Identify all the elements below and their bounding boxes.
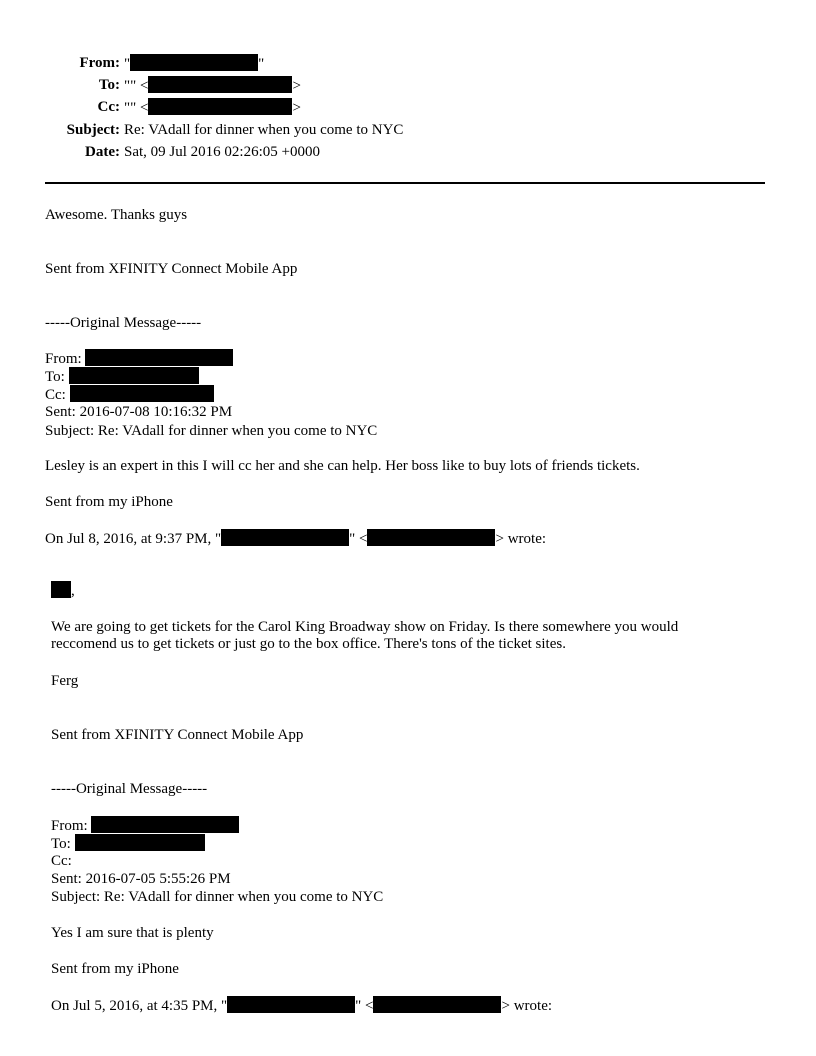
wrote-prefix: On Jul 8, 2016, at 9:37 PM, " [45,531,222,547]
orig2-from [51,816,239,835]
orig2-sent: Sent: 2016-07-05 5:55:26 PM [51,871,231,887]
orig2-signature: Sent from my iPhone [51,961,179,977]
orig2-to [51,834,205,853]
orig2-to-label: To: [51,836,71,852]
date-label: Date: [85,144,120,160]
redaction-block [130,54,258,71]
redaction-block [51,581,71,598]
redaction-block [148,76,292,93]
wrote-suffix: > wrote: [495,531,547,547]
redaction-block [221,529,349,546]
quoted-salutation [51,581,75,600]
quoted-body-line2: reccomend us to get tickets or just go to the box office. There's tons of the ticket sites. [51,636,566,652]
wrote-prefix: On Jul 5, 2016, at 4:35 PM, " [51,998,228,1014]
orig1-to [45,367,199,386]
to-label: To: [98,77,120,93]
quoted-body-line1: We are going to get tickets for the Carol King Broadway show on Friday. Is there somewhere you would [51,619,679,635]
quoted-name: Ferg [51,673,79,689]
orig2-body: Yes I am sure that is plenty [51,925,214,941]
redaction-block [373,996,501,1013]
redaction-block [227,996,355,1013]
cc-value: "" < > [124,100,301,116]
original-message-separator: -----Original Message----- [45,315,202,331]
original-message-separator: -----Original Message----- [51,781,208,797]
quoted-signature: Sent from XFINITY Connect Mobile App [51,727,304,743]
redaction-block [69,367,199,384]
date-value: Sat, 09 Jul 2016 02:26:05 +0000 [124,144,320,160]
redaction-block [85,349,233,366]
redaction-block [70,385,214,402]
orig1-from [45,349,233,368]
orig1-from-label: From: [45,351,82,367]
wrote-suffix: > wrote: [501,998,553,1014]
orig2-cc: Cc: [51,853,72,869]
reply-signature: Sent from XFINITY Connect Mobile App [45,261,298,277]
orig1-body: Lesley is an expert in this I will cc her and she can help. Her boss like to buy lots of friends tickets. [45,458,640,474]
orig2-wrote-line: On Jul 5, 2016, at 4:35 PM, " " < > wrote: [51,998,553,1014]
orig1-cc [45,385,214,404]
subject-value: Re: VAdall for dinner when you come to NYC [124,122,404,138]
cc-label: Cc: [97,99,120,115]
reply-body: Awesome. Thanks guys [45,207,188,223]
orig1-sent: Sent: 2016-07-08 10:16:32 PM [45,404,233,420]
header-divider [45,182,765,184]
orig1-wrote-line: On Jul 8, 2016, at 9:37 PM, " " < > wrote: [45,531,547,547]
from-value: " " [124,56,265,72]
orig2-subject: Subject: Re: VAdall for dinner when you come to NYC [51,889,384,905]
orig1-subject: Subject: Re: VAdall for dinner when you come to NYC [45,423,378,439]
to-value: "" < > [124,78,301,94]
orig2-from-label: From: [51,818,88,834]
redaction-block [367,529,495,546]
redaction-block [148,98,292,115]
orig1-to-label: To: [45,369,65,385]
orig1-cc-label: Cc: [45,387,66,403]
salutation-comma: , [71,583,75,599]
redaction-block [75,834,205,851]
orig1-signature: Sent from my iPhone [45,494,173,510]
from-label: From: [79,55,120,71]
redaction-block [91,816,239,833]
subject-label: Subject: [66,122,120,138]
